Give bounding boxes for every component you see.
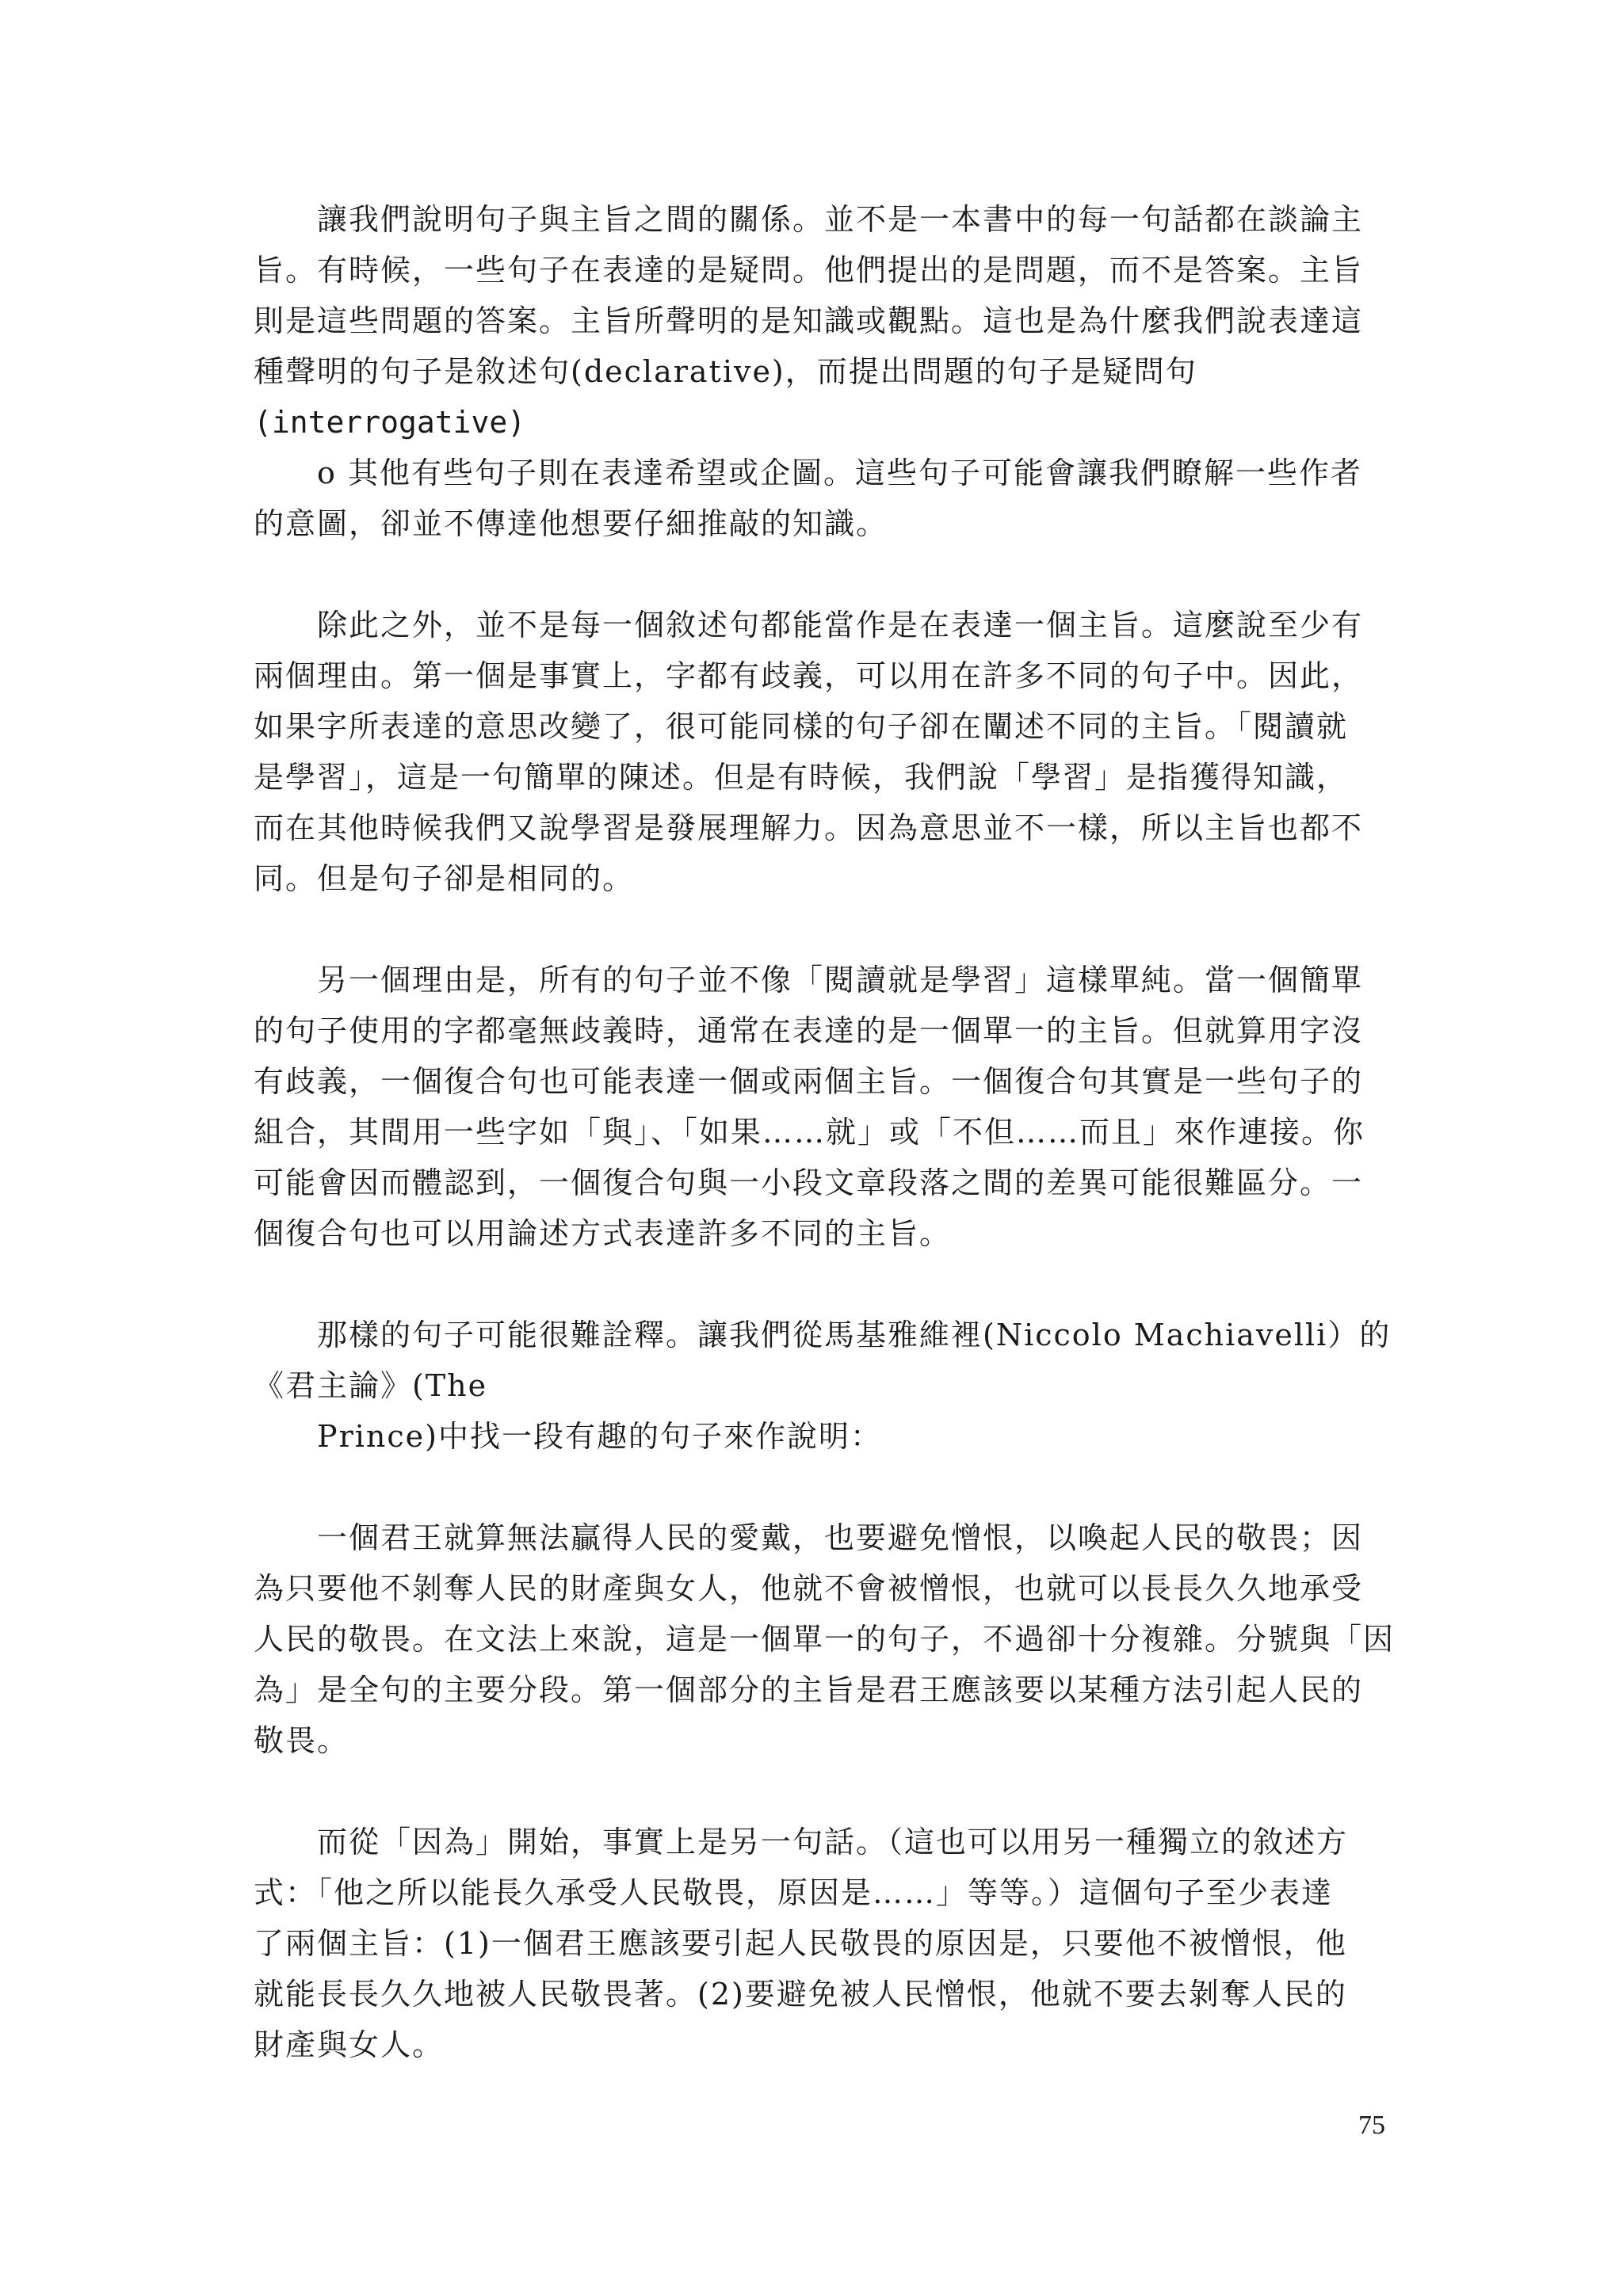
paragraph-4: [254, 1310, 1392, 1462]
text-line: 個復合句也可以用論述方式表達許多不同的主旨。: [254, 1216, 952, 1251]
page-number: 75: [1358, 2111, 1385, 2140]
text-line: 有歧義，一個復合句也可能表達一個或兩個主旨。一個復合句其實是一些句子的: [254, 1064, 1364, 1099]
text-line: 除此之外，並不是每一個敘述句都能當作是在表達一個主旨。這麼說至少有: [317, 608, 1364, 643]
paragraph-5: [254, 1512, 1396, 1766]
text-line: 可能會因而體認到，一個復合句與一小段文章段落之間的差異可能很難區分。一: [254, 1165, 1364, 1200]
text-line: 的意圖，卻並不傳達他想要仔細推敲的知識。: [254, 506, 888, 541]
paragraph-gap: [254, 549, 1379, 600]
text-line: 而從「因為」開始，事實上是另一句話。（這也可以用另一種獨立的敘述方: [317, 1825, 1349, 1859]
text-line: 是學習」，這是一句簡單的陳述。但是有時候，我們說「學習」是指獲得知識，: [254, 760, 1349, 795]
text-line: o 其他有些句子則在表達希望或企圖。這些句子可能會讓我們瞭解一些作者: [317, 456, 1362, 490]
text-line: 而在其他時候我們又說學習是發展理解力。因為意思並不一樣，所以主旨也都不: [254, 810, 1364, 845]
text-line: 則是這些問題的答案。主旨所聲明的是知識或觀點。這也是為什麼我們說表達這: [254, 303, 1364, 338]
text-line: 如果字所表達的意思改變了，很可能同樣的句子卻在闡述不同的主旨。「閱讀就: [254, 709, 1349, 744]
text-line: 種聲明的句子是敘述句(declarative)，而提出問題的句子是疑問句: [254, 354, 1197, 389]
text-line: 另一個理由是，所有的句子並不像「閱讀就是學習」這樣單純。當一個簡單: [317, 963, 1364, 997]
text-line: 為」是全句的主要分段。第一個部分的主旨是君王應該要以某種方法引起人民的: [254, 1672, 1364, 1707]
text-line: 同。但是句子卻是相同的。: [254, 861, 635, 896]
text-line: 為只要他不剝奪人民的財產與女人，他就不會被憎恨，也就可以長長久久地承受: [254, 1571, 1364, 1606]
paragraph-gap: [254, 1766, 1379, 1817]
text-line: 人民的敬畏。在文法上來說，這是一個單一的句子，不過卻十分複雜。分號與「因: [254, 1622, 1396, 1657]
paragraph-gap: [254, 904, 1379, 955]
text-line: 就能長長久久地被人民敬畏著。(2)要避免被人民憎恨，他就不要去剝奪人民的: [254, 1977, 1347, 2012]
text-line: 式：「他之所以能長久承受人民敬畏，原因是……」等等。）這個句子至少表達: [254, 1875, 1334, 1910]
text-line: Prince)中找一段有趣的句子來作說明：: [317, 1419, 882, 1454]
paragraph-2: [254, 600, 1379, 904]
document-body: [254, 194, 1396, 2070]
text-line: 組合，其間用一些字如「與」、「如果……就」或「不但……而且」來作連接。你: [254, 1115, 1365, 1150]
text-line: 讓我們說明句子與主旨之間的關係。並不是一本書中的每一句話都在談論主: [317, 202, 1364, 237]
text-line: 兩個理由。第一個是事實上，字都有歧義，可以用在許多不同的句子中。因此，: [254, 658, 1364, 693]
text-line: 財產與女人。: [254, 2027, 445, 2062]
paragraph-1: [254, 194, 1379, 549]
text-line: 了兩個主旨：(1)一個君王應該要引起人民敬畏的原因是，只要他不被憎恨，他: [254, 1926, 1347, 1961]
text-line: 的句子使用的字都毫無歧義時，通常在表達的是一個單一的主旨。但就算用字沒: [254, 1013, 1364, 1048]
text-line: 旨。有時候，一些句子在表達的是疑問。他們提出的是問題，而不是答案。主旨: [254, 253, 1364, 288]
text-line: (interrogative): [254, 405, 526, 440]
text-line: 一個君王就算無法贏得人民的愛戴，也要避免憎恨，以喚起人民的敬畏；因: [317, 1520, 1364, 1555]
paragraph-6: [254, 1817, 1379, 2070]
paragraph-gap: [254, 1259, 1379, 1310]
text-line: 那樣的句子可能很難詮釋。讓我們從馬基雅維裡(Niccolo Machiavelli）的: [317, 1318, 1392, 1352]
paragraph-3: [254, 955, 1379, 1259]
text-line: 《君主論》(The: [254, 1368, 488, 1403]
text-line: 敬畏。: [254, 1723, 349, 1758]
paragraph-gap: [254, 1462, 1379, 1512]
